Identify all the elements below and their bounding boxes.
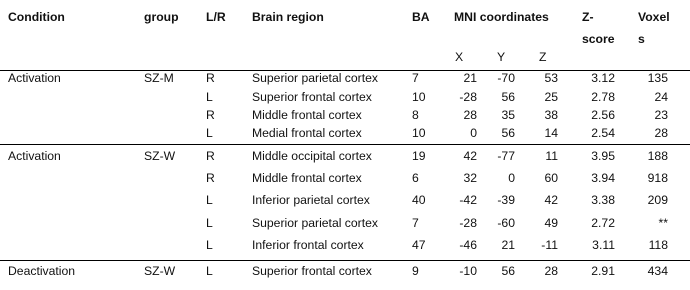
cell-x: 42 [463,149,477,163]
cell-y: -39 [497,193,515,207]
cell-zscore: 2.54 [591,126,615,140]
cell-z: 28 [544,264,558,278]
cell-x: 28 [463,108,477,122]
cell-zscore: 2.91 [591,264,615,278]
cell-ba: 47 [412,238,426,252]
cell-condition: Activation [8,149,61,163]
cell-group: SZ-M [144,71,174,85]
cell-brain-region: Inferior frontal cortex [252,238,364,252]
cell-lr: L [206,238,213,252]
cell-y: 56 [501,90,515,104]
cell-brain-region: Middle occipital cortex [252,149,372,163]
cell-brain-region: Superior parietal cortex [252,71,378,85]
cell-voxels: 118 [648,238,668,252]
cell-ba: 7 [412,216,419,230]
cell-ba: 10 [412,90,426,104]
cell-condition: Deactivation [8,264,76,278]
cell-z: 14 [544,126,558,140]
cell-ba: 19 [412,149,426,163]
cell-x: -42 [459,193,477,207]
cell-z: 53 [544,71,558,85]
cell-lr: R [206,149,215,163]
cell-z: 38 [544,108,558,122]
group-rule [0,144,690,145]
cell-voxels: 918 [647,171,668,185]
header-voxels-line1: Voxel [638,10,670,24]
cell-voxels: 24 [654,90,668,104]
cell-voxels: 188 [647,149,668,163]
cell-voxels: 209 [647,193,668,207]
header-zscore-line2: score [582,32,615,46]
cell-y: 35 [501,108,515,122]
header-zscore-line1: Z- [582,10,594,24]
cell-y: 56 [501,126,515,140]
cell-voxels: 135 [647,71,668,85]
cell-x: -10 [459,264,477,278]
cell-zscore: 3.11 [592,238,615,252]
cell-lr: R [206,108,215,122]
cell-ba: 9 [412,264,419,278]
cell-zscore: 2.72 [591,216,615,230]
header-brain-region: Brain region [252,10,324,24]
cell-zscore: 3.12 [591,71,615,85]
cell-zscore: 3.95 [591,149,615,163]
cell-y: -77 [497,149,515,163]
cell-ba: 7 [412,71,419,85]
cell-lr: L [206,90,213,104]
cell-brain-region: Middle frontal cortex [252,108,362,122]
cell-z: 60 [544,171,558,185]
cell-lr: L [206,126,213,140]
cell-zscore: 2.56 [591,108,615,122]
cell-z: 49 [544,216,558,230]
header-condition: Condition [8,10,65,24]
group-rule [0,260,690,261]
cell-lr: L [206,264,213,278]
cell-z: 25 [544,90,558,104]
cell-voxels: 28 [654,126,668,140]
cell-brain-region: Superior frontal cortex [252,90,372,104]
cell-brain-region: Inferior parietal cortex [252,193,370,207]
cell-condition: Activation [8,71,61,85]
cell-x: 21 [463,71,477,85]
cell-x: 32 [463,171,477,185]
cell-x: -46 [459,238,477,252]
cell-brain-region: Superior parietal cortex [252,216,378,230]
header-group: group [144,10,179,24]
cell-zscore: 3.38 [591,193,615,207]
header-voxels-line2: s [638,32,645,46]
header-x: X [455,50,464,64]
cell-y: -70 [497,71,515,85]
header-z: Z [539,50,547,64]
cell-group: SZ-W [144,264,176,278]
cell-y: 21 [501,238,515,252]
header-ba: BA [412,10,430,24]
cell-zscore: 3.94 [591,171,615,185]
cell-x: -28 [459,216,477,230]
cell-brain-region: Medial frontal cortex [252,126,362,140]
cell-ba: 40 [412,193,426,207]
header-lr: L/R [206,10,226,24]
cell-ba: 10 [412,126,426,140]
cell-lr: L [206,193,213,207]
cell-group: SZ-W [144,149,176,163]
cell-zscore: 2.78 [591,90,615,104]
header-y: Y [497,50,506,64]
header-mni-coordinates: MNI coordinates [454,10,549,24]
cell-z: 42 [544,193,558,207]
cell-z: -11 [541,238,558,252]
cell-ba: 6 [412,171,419,185]
cell-lr: L [206,216,213,230]
cell-y: -60 [497,216,515,230]
cell-lr: R [206,71,215,85]
cell-x: 0 [470,126,477,140]
cell-voxels: 434 [647,264,668,278]
cell-lr: R [206,171,215,185]
cell-voxels: 23 [654,108,668,122]
cell-brain-region: Superior frontal cortex [252,264,372,278]
cell-y: 0 [508,171,515,185]
cell-x: -28 [459,90,477,104]
cell-z: 11 [545,149,558,163]
cell-voxels: ** [658,216,668,230]
cell-ba: 8 [412,108,419,122]
cell-y: 56 [501,264,515,278]
cell-brain-region: Middle frontal cortex [252,171,362,185]
